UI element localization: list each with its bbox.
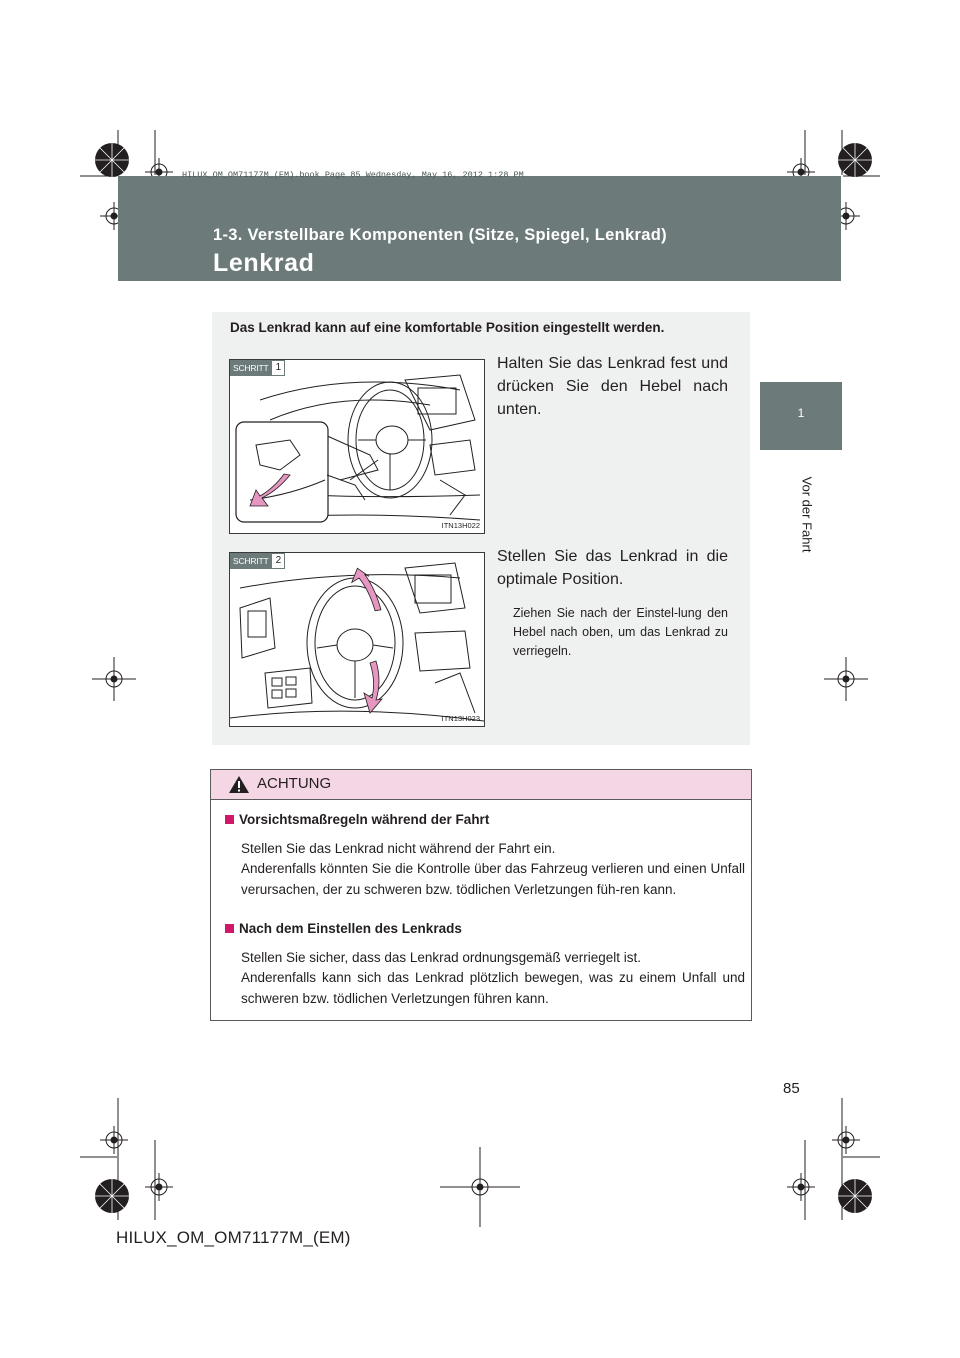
caution-item-body-line: Stellen Sie sicher, dass das Lenkrad ordnungsgemäß verriegelt ist.	[241, 949, 641, 965]
caution-box	[210, 769, 752, 1021]
step-1-text: Halten Sie das Lenkrad fest und drücken Sie den Hebel nach unten.	[497, 355, 728, 418]
caution-title: ACHTUNG	[257, 775, 332, 792]
caution-item-body-line: Stellen Sie das Lenkrad nicht während der Fahrt ein.	[241, 840, 556, 856]
page-title: Lenkrad	[213, 249, 315, 277]
chapter-label: Vor der Fahrt	[799, 476, 815, 553]
book-stamp: HILUX_OM_OM71177M_(EM).book Page 85 Wednesday, May 16, 2012 1:28 PM	[182, 170, 524, 180]
chapter-number: 1	[797, 406, 805, 420]
steering-wheel-adjust-illustration	[230, 553, 484, 726]
step-badge-label: SCHRITT	[230, 553, 271, 569]
step-badge-number: 1	[271, 360, 285, 376]
document-code: HILUX_OM_OM71177M_(EM)	[116, 1228, 351, 1247]
step-badge-label: SCHRITT	[230, 360, 271, 376]
step-2-badge	[230, 553, 285, 569]
figure-id: ITN13H022	[441, 521, 480, 530]
caution-item-body-line: Anderenfalls kann sich das Lenkrad plötzlich bewegen, was zu einem Unfall und schweren bzw. tödlichen Verletzungen führen kann.	[241, 970, 745, 1006]
square-bullet-icon	[225, 815, 234, 824]
caution-item-heading	[225, 919, 745, 940]
caution-heading-text: Nach dem Einstellen des Lenkrads	[239, 921, 462, 936]
caution-item-after-adjust	[225, 919, 745, 1009]
steering-lever-illustration	[230, 360, 484, 533]
step-badge-number: 2	[271, 553, 285, 569]
figure-id: ITN13H023	[441, 714, 480, 723]
caution-heading-text: Vorsichtsmaßregeln während der Fahrt	[239, 812, 490, 827]
caution-header	[211, 770, 751, 800]
square-bullet-icon	[225, 924, 234, 933]
step-2-note: Ziehen Sie nach der Einstel-lung den Hebel nach oben, um das Lenkrad zu verriegeln.	[513, 606, 728, 658]
step-1-figure	[229, 359, 485, 534]
page-number: 85	[783, 1080, 800, 1097]
chapter-label-container	[800, 474, 814, 554]
caution-item-heading	[225, 810, 745, 831]
step-2-text: Stellen Sie das Lenkrad in die optimale Position.	[497, 548, 728, 588]
section-title: 1-3. Verstellbare Komponenten (Sitze, Spiegel, Lenkrad)	[213, 226, 667, 244]
caution-item-body-line: Anderenfalls könnten Sie die Kontrolle über das Fahrzeug verlieren und einen Unfall verursachen, der zu schweren bzw. tödlichen Verletzungen füh-ren kann.	[241, 861, 745, 897]
step-1-badge	[230, 360, 285, 376]
step-2-figure	[229, 552, 485, 727]
warning-triangle-icon	[228, 775, 250, 794]
procedure-intro: Das Lenkrad kann auf eine komfortable Position eingestellt werden.	[230, 320, 665, 335]
caution-item-driving	[225, 810, 745, 900]
